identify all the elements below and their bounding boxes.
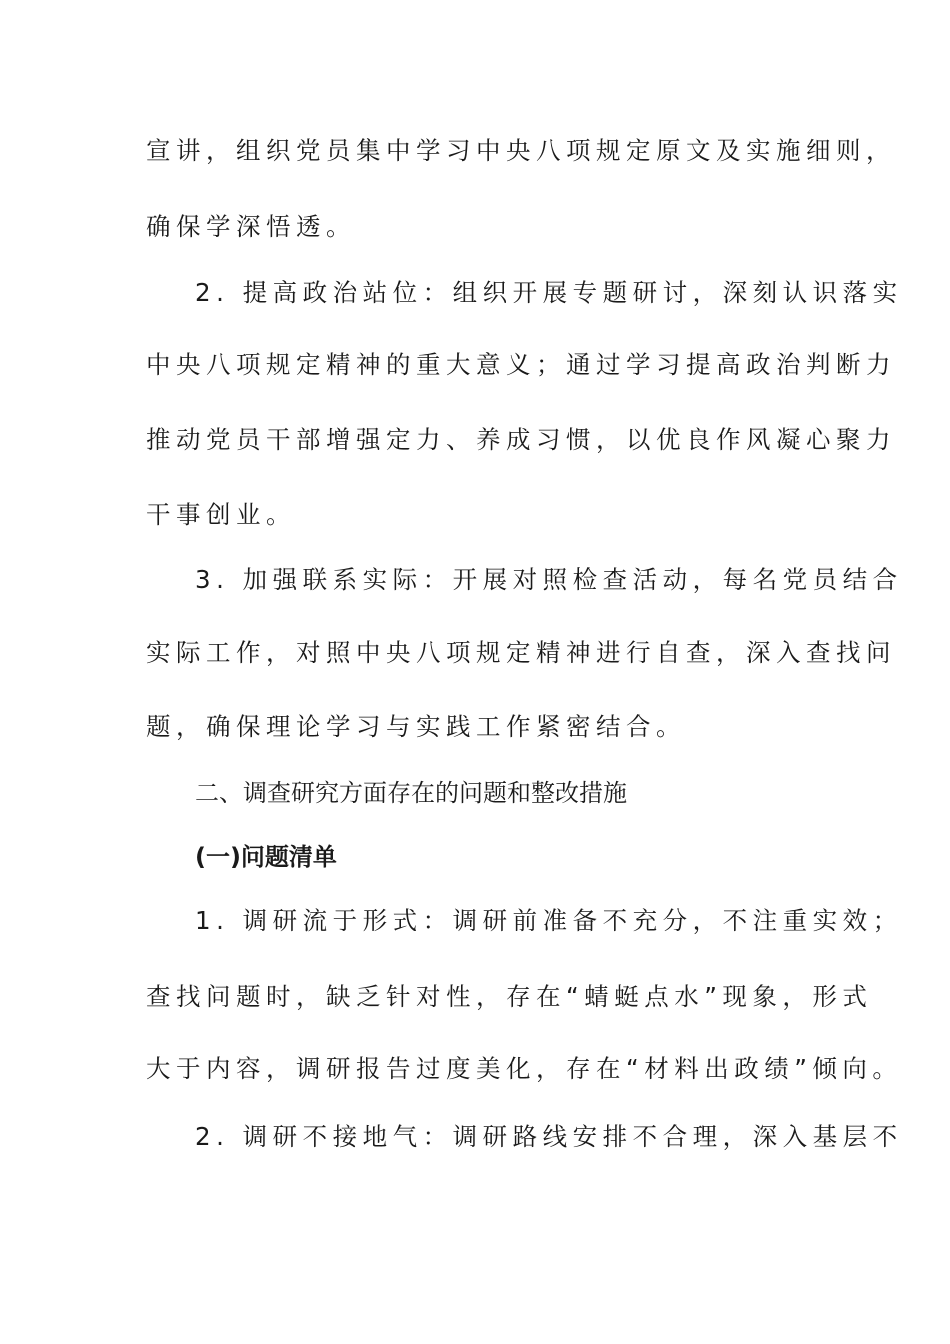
text-line: 宣讲，组织党员集中学习中央八项规定原文及实施细则， xyxy=(146,136,896,165)
text-line: 大于内容，调研报告过度美化，存在“材料出政绩”倾向。 xyxy=(146,1054,903,1083)
text-line: 中央八项规定精神的重大意义；通过学习提高政治判断力 xyxy=(146,350,896,379)
text-line: 题，确保理论学习与实践工作紧密结合。 xyxy=(146,712,686,741)
text-line: 实际工作，对照中央八项规定精神进行自查，深入查找问 xyxy=(146,638,896,667)
paragraph-start-line: 2. 调研不接地气：调研路线安排不合理，深入基层不 xyxy=(195,1122,903,1151)
paragraph-start-line: 3. 加强联系实际：开展对照检查活动，每名党员结合 xyxy=(195,565,903,594)
text-line: 推动党员干部增强定力、养成习惯，以优良作风凝心聚力 xyxy=(146,425,896,454)
text-line: 查找问题时，缺乏针对性，存在“蜻蜓点水”现象，形式 xyxy=(146,982,873,1011)
subsection-heading: (一)问题清单 xyxy=(195,843,337,871)
paragraph-start-line: 2. 提高政治站位：组织开展专题研讨，深刻认识落实 xyxy=(195,278,903,307)
text-line: 确保学深悟透。 xyxy=(146,212,356,241)
section-heading: 二、调查研究方面存在的问题和整改措施 xyxy=(195,779,627,807)
text-line: 干事创业。 xyxy=(146,500,296,529)
paragraph-start-line: 1. 调研流于形式：调研前准备不充分，不注重实效； xyxy=(195,906,903,935)
